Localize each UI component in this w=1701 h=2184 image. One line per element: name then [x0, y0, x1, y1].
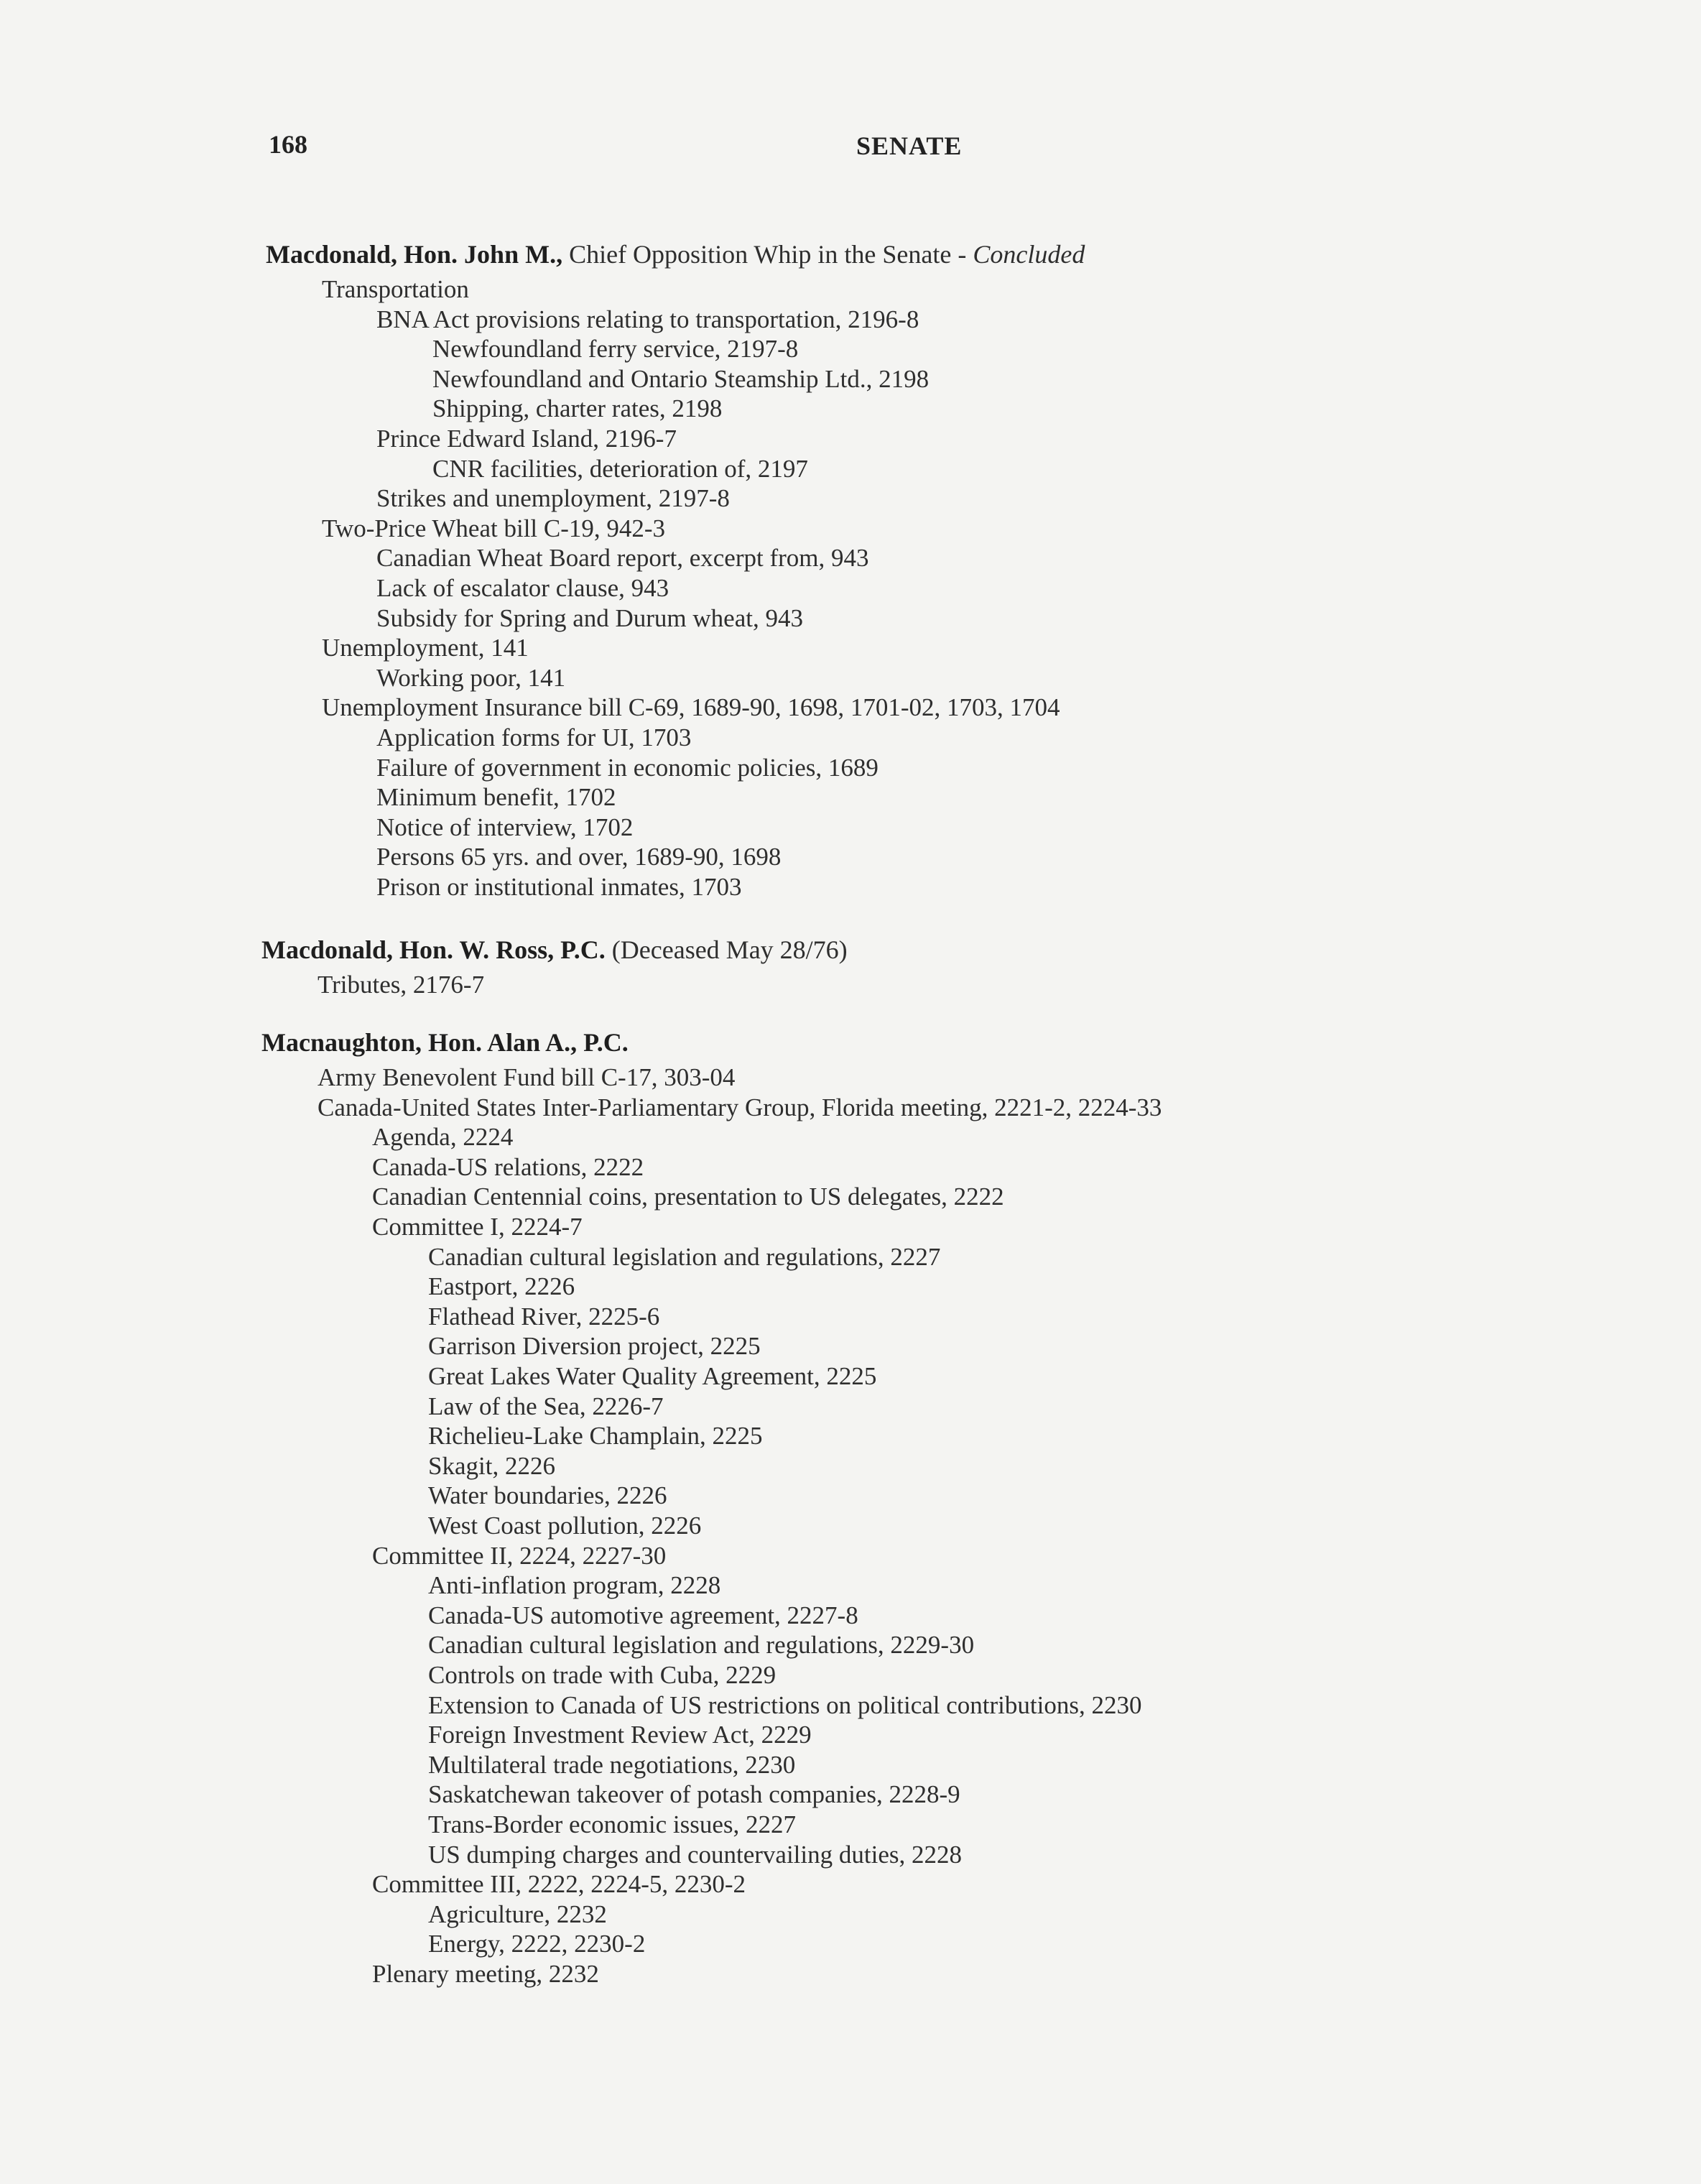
- subentry-level-1: Tributes, 2176-7: [318, 971, 485, 999]
- subentry-level-2: Canadian Wheat Board report, excerpt from, 943: [376, 544, 869, 572]
- entry-name: Macdonald, Hon. John M.,: [266, 240, 563, 269]
- subentry-level-1: Army Benevolent Fund bill C-17, 303-04: [318, 1063, 736, 1091]
- subentry-level-3: US dumping charges and countervailing duties, 2228: [428, 1841, 962, 1869]
- subentry-level-3: Energy, 2222, 2230-2: [428, 1930, 646, 1958]
- subentry-level-2: Working poor, 141: [376, 664, 566, 692]
- subentry-level-3: Newfoundland and Ontario Steamship Ltd., 2198: [432, 365, 930, 393]
- subentry-level-3: West Coast pollution, 2226: [428, 1512, 702, 1540]
- subentry-level-3: Controls on trade with Cuba, 2229: [428, 1661, 777, 1689]
- subentry-level-2: Agenda, 2224: [372, 1123, 514, 1151]
- subentry-level-3: Garrison Diversion project, 2225: [428, 1332, 761, 1360]
- subentry-level-3: CNR facilities, deterioration of, 2197: [432, 455, 808, 483]
- subentry-level-3: Extension to Canada of US restrictions on political contributions, 2230: [428, 1691, 1142, 1719]
- subentry-level-2: Prince Edward Island, 2196-7: [376, 425, 677, 453]
- subentry-level-2: Notice of interview, 1702: [376, 813, 634, 841]
- subentry-level-3: Agriculture, 2232: [428, 1900, 607, 1928]
- subentry-level-2: Lack of escalator clause, 943: [376, 574, 669, 602]
- subentry-level-3: Skagit, 2226: [428, 1452, 555, 1480]
- subentry-level-1: Transportation: [322, 275, 469, 303]
- subentry-level-2: Committee I, 2224-7: [372, 1213, 583, 1241]
- subentry-level-2: Committee III, 2222, 2224-5, 2230-2: [372, 1870, 746, 1898]
- subentry-level-1: Canada-United States Inter-Parliamentary Group, Florida meeting, 2221-2, 2224-33: [318, 1093, 1162, 1121]
- subentry-level-3: Canada-US automotive agreement, 2227-8: [428, 1601, 858, 1629]
- subentry-level-2: Canadian Centennial coins, presentation to US delegates, 2222: [372, 1183, 1004, 1211]
- subentry-level-3: Newfoundland ferry service, 2197-8: [432, 335, 799, 363]
- subentry-level-3: Saskatchewan takeover of potash companies, 2228-9: [428, 1780, 960, 1808]
- subentry-level-2: Failure of government in economic policies, 1689: [376, 754, 879, 782]
- subentry-level-2: Persons 65 yrs. and over, 1689-90, 1698: [376, 843, 782, 871]
- subentry-level-3: Eastport, 2226: [428, 1272, 575, 1300]
- subentry-level-2: Subsidy for Spring and Durum wheat, 943: [376, 604, 803, 632]
- entry-continued-note: Concluded: [973, 240, 1085, 269]
- subentry-level-2: Application forms for UI, 1703: [376, 723, 692, 751]
- subentry-level-3: Flathead River, 2225-6: [428, 1302, 660, 1331]
- subentry-level-3: Foreign Investment Review Act, 2229: [428, 1721, 812, 1749]
- subentry-level-3: Canadian cultural legislation and regulations, 2227: [428, 1243, 941, 1271]
- subentry-level-2: Minimum benefit, 1702: [376, 783, 616, 811]
- entry-name: Macdonald, Hon. W. Ross, P.C.: [261, 935, 606, 964]
- subentry-level-3: Richelieu-Lake Champlain, 2225: [428, 1422, 763, 1450]
- entry-heading: [261, 935, 848, 964]
- subentry-level-3: Multilateral trade negotiations, 2230: [428, 1751, 796, 1779]
- entry-heading: [261, 1028, 629, 1057]
- subentry-level-3: Anti-inflation program, 2228: [428, 1571, 721, 1599]
- subentry-level-3: Water boundaries, 2226: [428, 1481, 667, 1509]
- subentry-level-3: Great Lakes Water Quality Agreement, 2225: [428, 1362, 877, 1390]
- page-number: 168: [269, 130, 307, 159]
- entry-description: Chief Opposition Whip in the Senate -: [562, 240, 973, 269]
- entry-description: (Deceased May 28/76): [605, 935, 848, 964]
- entry-heading: [266, 240, 1085, 269]
- subentry-level-2: Plenary meeting, 2232: [372, 1960, 599, 1988]
- subentry-level-2: BNA Act provisions relating to transportation, 2196-8: [376, 305, 919, 333]
- subentry-level-3: Canadian cultural legislation and regulations, 2229-30: [428, 1631, 975, 1659]
- running-head: SENATE: [856, 131, 963, 160]
- subentry-level-1: Unemployment Insurance bill C-69, 1689-90, 1698, 1701-02, 1703, 1704: [322, 693, 1060, 721]
- subentry-level-2: Committee II, 2224, 2227-30: [372, 1542, 667, 1570]
- subentry-level-3: Law of the Sea, 2226-7: [428, 1392, 664, 1420]
- subentry-level-3: Trans-Border economic issues, 2227: [428, 1810, 796, 1838]
- entry-name: Macnaughton, Hon. Alan A., P.C.: [261, 1028, 629, 1057]
- subentry-level-2: Canada-US relations, 2222: [372, 1153, 644, 1181]
- subentry-level-3: Shipping, charter rates, 2198: [432, 394, 723, 422]
- subentry-level-1: Two-Price Wheat bill C-19, 942-3: [322, 514, 666, 542]
- subentry-level-2: Prison or institutional inmates, 1703: [376, 873, 742, 901]
- subentry-level-1: Unemployment, 141: [322, 634, 529, 662]
- subentry-level-2: Strikes and unemployment, 2197-8: [376, 484, 730, 512]
